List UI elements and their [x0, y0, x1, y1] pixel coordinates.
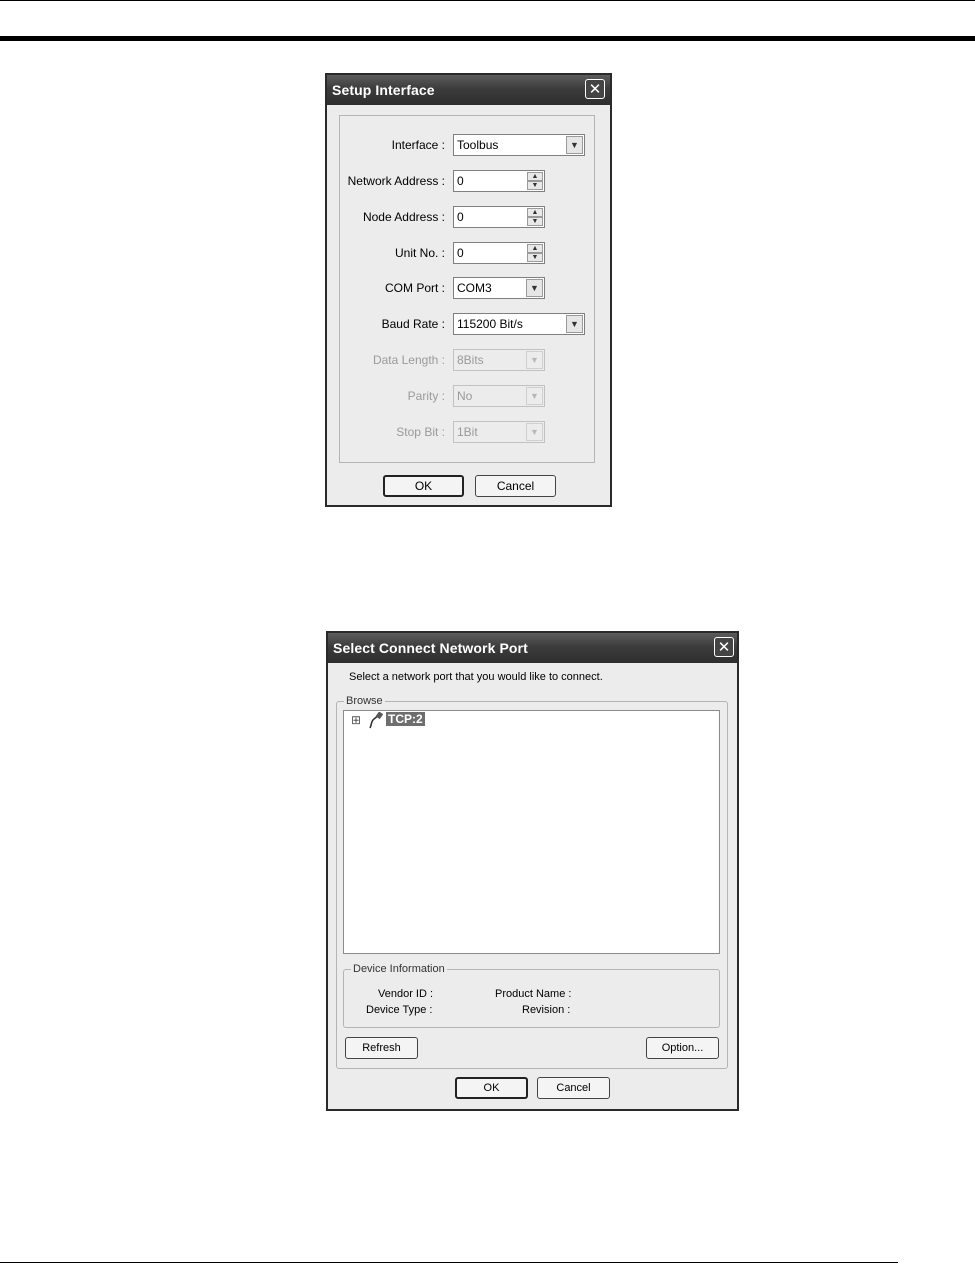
spinner-arrows-icon[interactable]	[527, 208, 543, 226]
cancel-button[interactable]: Cancel	[475, 475, 556, 497]
ok-button[interactable]: OK	[383, 475, 464, 497]
chevron-down-icon[interactable]: ▼	[566, 315, 583, 333]
chevron-down-icon[interactable]: ▼	[566, 136, 583, 154]
chevron-down-icon: ▼	[526, 351, 543, 369]
select-network-port-dialog	[326, 631, 739, 1111]
interface-value: Toolbus	[457, 138, 499, 152]
data-length-value: 8Bits	[457, 353, 484, 367]
data-length-label: Data Length :	[372, 353, 445, 367]
spin-down-icon[interactable]: ▼	[527, 253, 543, 262]
dialog-title: Setup Interface	[332, 82, 435, 98]
network-address-stepper[interactable]	[453, 170, 545, 192]
top-rule	[0, 0, 975, 1]
option-button[interactable]: Option...	[646, 1037, 719, 1059]
chevron-down-icon: ▼	[526, 387, 543, 405]
parity-select	[453, 385, 545, 407]
device-info-group-label: Device Information	[353, 963, 445, 975]
node-address-label: Node Address :	[362, 210, 445, 224]
spinner-arrows-icon[interactable]	[527, 172, 543, 190]
title-bar	[328, 633, 737, 663]
interface-select[interactable]	[453, 134, 585, 156]
data-length-select	[453, 349, 545, 371]
com-port-label: COM Port :	[384, 281, 445, 295]
spinner-arrows-icon[interactable]	[527, 244, 543, 262]
unit-no-label: Unit No. :	[394, 246, 445, 260]
title-bar	[327, 75, 610, 105]
stop-bit-select	[453, 421, 545, 443]
spin-up-icon[interactable]: ▲	[527, 208, 543, 217]
revision-label: Revision :	[522, 1004, 571, 1016]
node-address-value: 0	[457, 210, 464, 224]
unit-no-value: 0	[457, 246, 464, 260]
dialog-title: Select Connect Network Port	[333, 640, 528, 656]
baud-rate-value: 115200 Bit/s	[457, 317, 523, 331]
node-address-stepper[interactable]	[453, 206, 545, 228]
header-rule	[0, 36, 975, 41]
unit-no-stepper[interactable]	[453, 242, 545, 264]
spin-up-icon[interactable]: ▲	[527, 244, 543, 253]
network-address-value: 0	[457, 174, 464, 188]
cancel-button[interactable]: Cancel	[537, 1077, 610, 1099]
footer-rule	[0, 1262, 898, 1263]
refresh-button[interactable]: Refresh	[345, 1037, 418, 1059]
device-type-label: Device Type :	[366, 1004, 433, 1016]
vendor-id-label: Vendor ID :	[378, 988, 434, 1000]
parity-label: Parity :	[407, 389, 445, 403]
baud-rate-label: Baud Rate :	[381, 317, 445, 331]
chevron-down-icon: ▼	[526, 423, 543, 441]
spin-down-icon[interactable]: ▼	[527, 181, 543, 190]
spin-down-icon[interactable]: ▼	[527, 217, 543, 226]
network-tree[interactable]	[343, 710, 720, 954]
baud-rate-select[interactable]	[453, 313, 585, 335]
chevron-down-icon[interactable]: ▼	[526, 279, 543, 297]
close-icon[interactable]: ✕	[585, 79, 605, 99]
com-port-value: COM3	[457, 281, 492, 295]
spin-up-icon[interactable]: ▲	[527, 172, 543, 181]
network-cable-icon	[367, 712, 383, 730]
com-port-select[interactable]	[453, 277, 545, 299]
network-address-label: Network Address :	[347, 174, 445, 188]
stop-bit-value: 1Bit	[457, 425, 478, 439]
instruction-text: Select a network port that you would like to connect.	[349, 671, 603, 683]
close-icon[interactable]: ✕	[714, 637, 734, 657]
ok-button[interactable]: OK	[455, 1077, 528, 1099]
stop-bit-label: Stop Bit :	[396, 425, 445, 439]
tree-expand-icon[interactable]: ⊞	[351, 713, 362, 727]
setup-interface-dialog	[325, 73, 612, 507]
tree-node-tcp2[interactable]: TCP:2	[388, 712, 423, 726]
parity-value: No	[457, 389, 473, 403]
browse-group-label: Browse	[346, 695, 383, 707]
product-name-label: Product Name :	[495, 988, 572, 1000]
interface-label: Interface :	[391, 138, 445, 152]
